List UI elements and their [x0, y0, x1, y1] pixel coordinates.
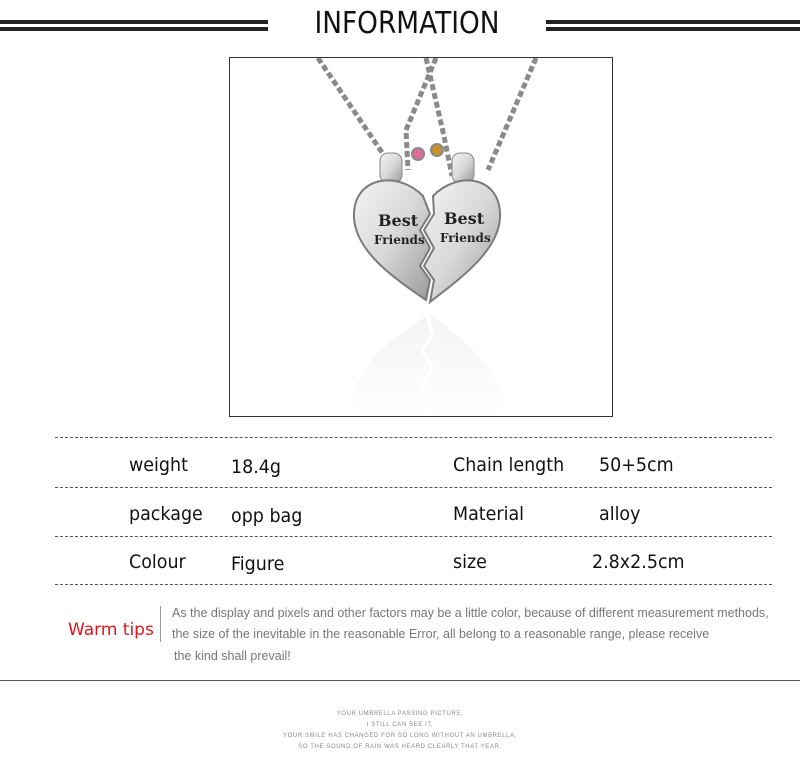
amber-gem — [431, 144, 443, 156]
footer-line-3: YOUR SMILE HAS CHANGED FOR SO LONG WITHOUT AN UMBRELLA, — [283, 733, 517, 739]
weight-value: 18.4g — [231, 456, 282, 478]
warm-tip-line-2: the size of the inevitable in the reasonable Error, all belong to a reasonable range, please receive — [172, 627, 710, 641]
table-rule-1 — [55, 487, 772, 488]
footer-line-4: SO THE SOUND OF RAIN WAS HEARD CLEARLY THAT YEAR. — [298, 744, 502, 750]
package-value: opp bag — [231, 505, 303, 527]
pendant-right-line2: Friends — [440, 231, 491, 245]
chain-length-value: 50+5cm — [599, 454, 674, 476]
header-right-bar — [546, 20, 800, 31]
table-rule-top — [55, 437, 772, 438]
size-label: size — [453, 551, 487, 573]
colour-value: Figure — [231, 553, 285, 575]
page-title: INFORMATION — [314, 6, 500, 41]
chain-right — [426, 58, 536, 176]
size-value: 2.8x2.5cm — [592, 551, 685, 573]
pendant-left-line2: Friends — [374, 233, 425, 247]
chain-length-label: Chain length — [453, 454, 565, 476]
material-label: Material — [453, 503, 525, 525]
pink-gem — [412, 148, 424, 160]
header-left-bar — [0, 20, 268, 31]
warm-tip-line-3: the kind shall prevail! — [174, 649, 291, 663]
weight-label: weight — [129, 454, 188, 476]
colour-label: Colour — [129, 551, 186, 573]
material-value: alloy — [599, 503, 641, 525]
footer-rule — [0, 680, 800, 681]
table-rule-bottom — [55, 584, 772, 585]
footer-line-1: YOUR UMBRELLA PASSING PICTURE, — [336, 711, 464, 717]
package-label: package — [129, 503, 203, 525]
pendant-right-line1: Best — [444, 209, 485, 228]
warm-tips-label: Warm tips — [68, 620, 154, 640]
table-rule-2 — [55, 536, 772, 537]
warm-tips-divider — [160, 606, 161, 642]
pendant-left-line1: Best — [378, 211, 419, 230]
product-image — [229, 57, 613, 417]
footer-line-2: I STILL CAN SEE IT, — [366, 722, 434, 728]
warm-tip-line-1: As the display and pixels and other factors may be a little color, because of different measurement methods, — [172, 606, 769, 620]
